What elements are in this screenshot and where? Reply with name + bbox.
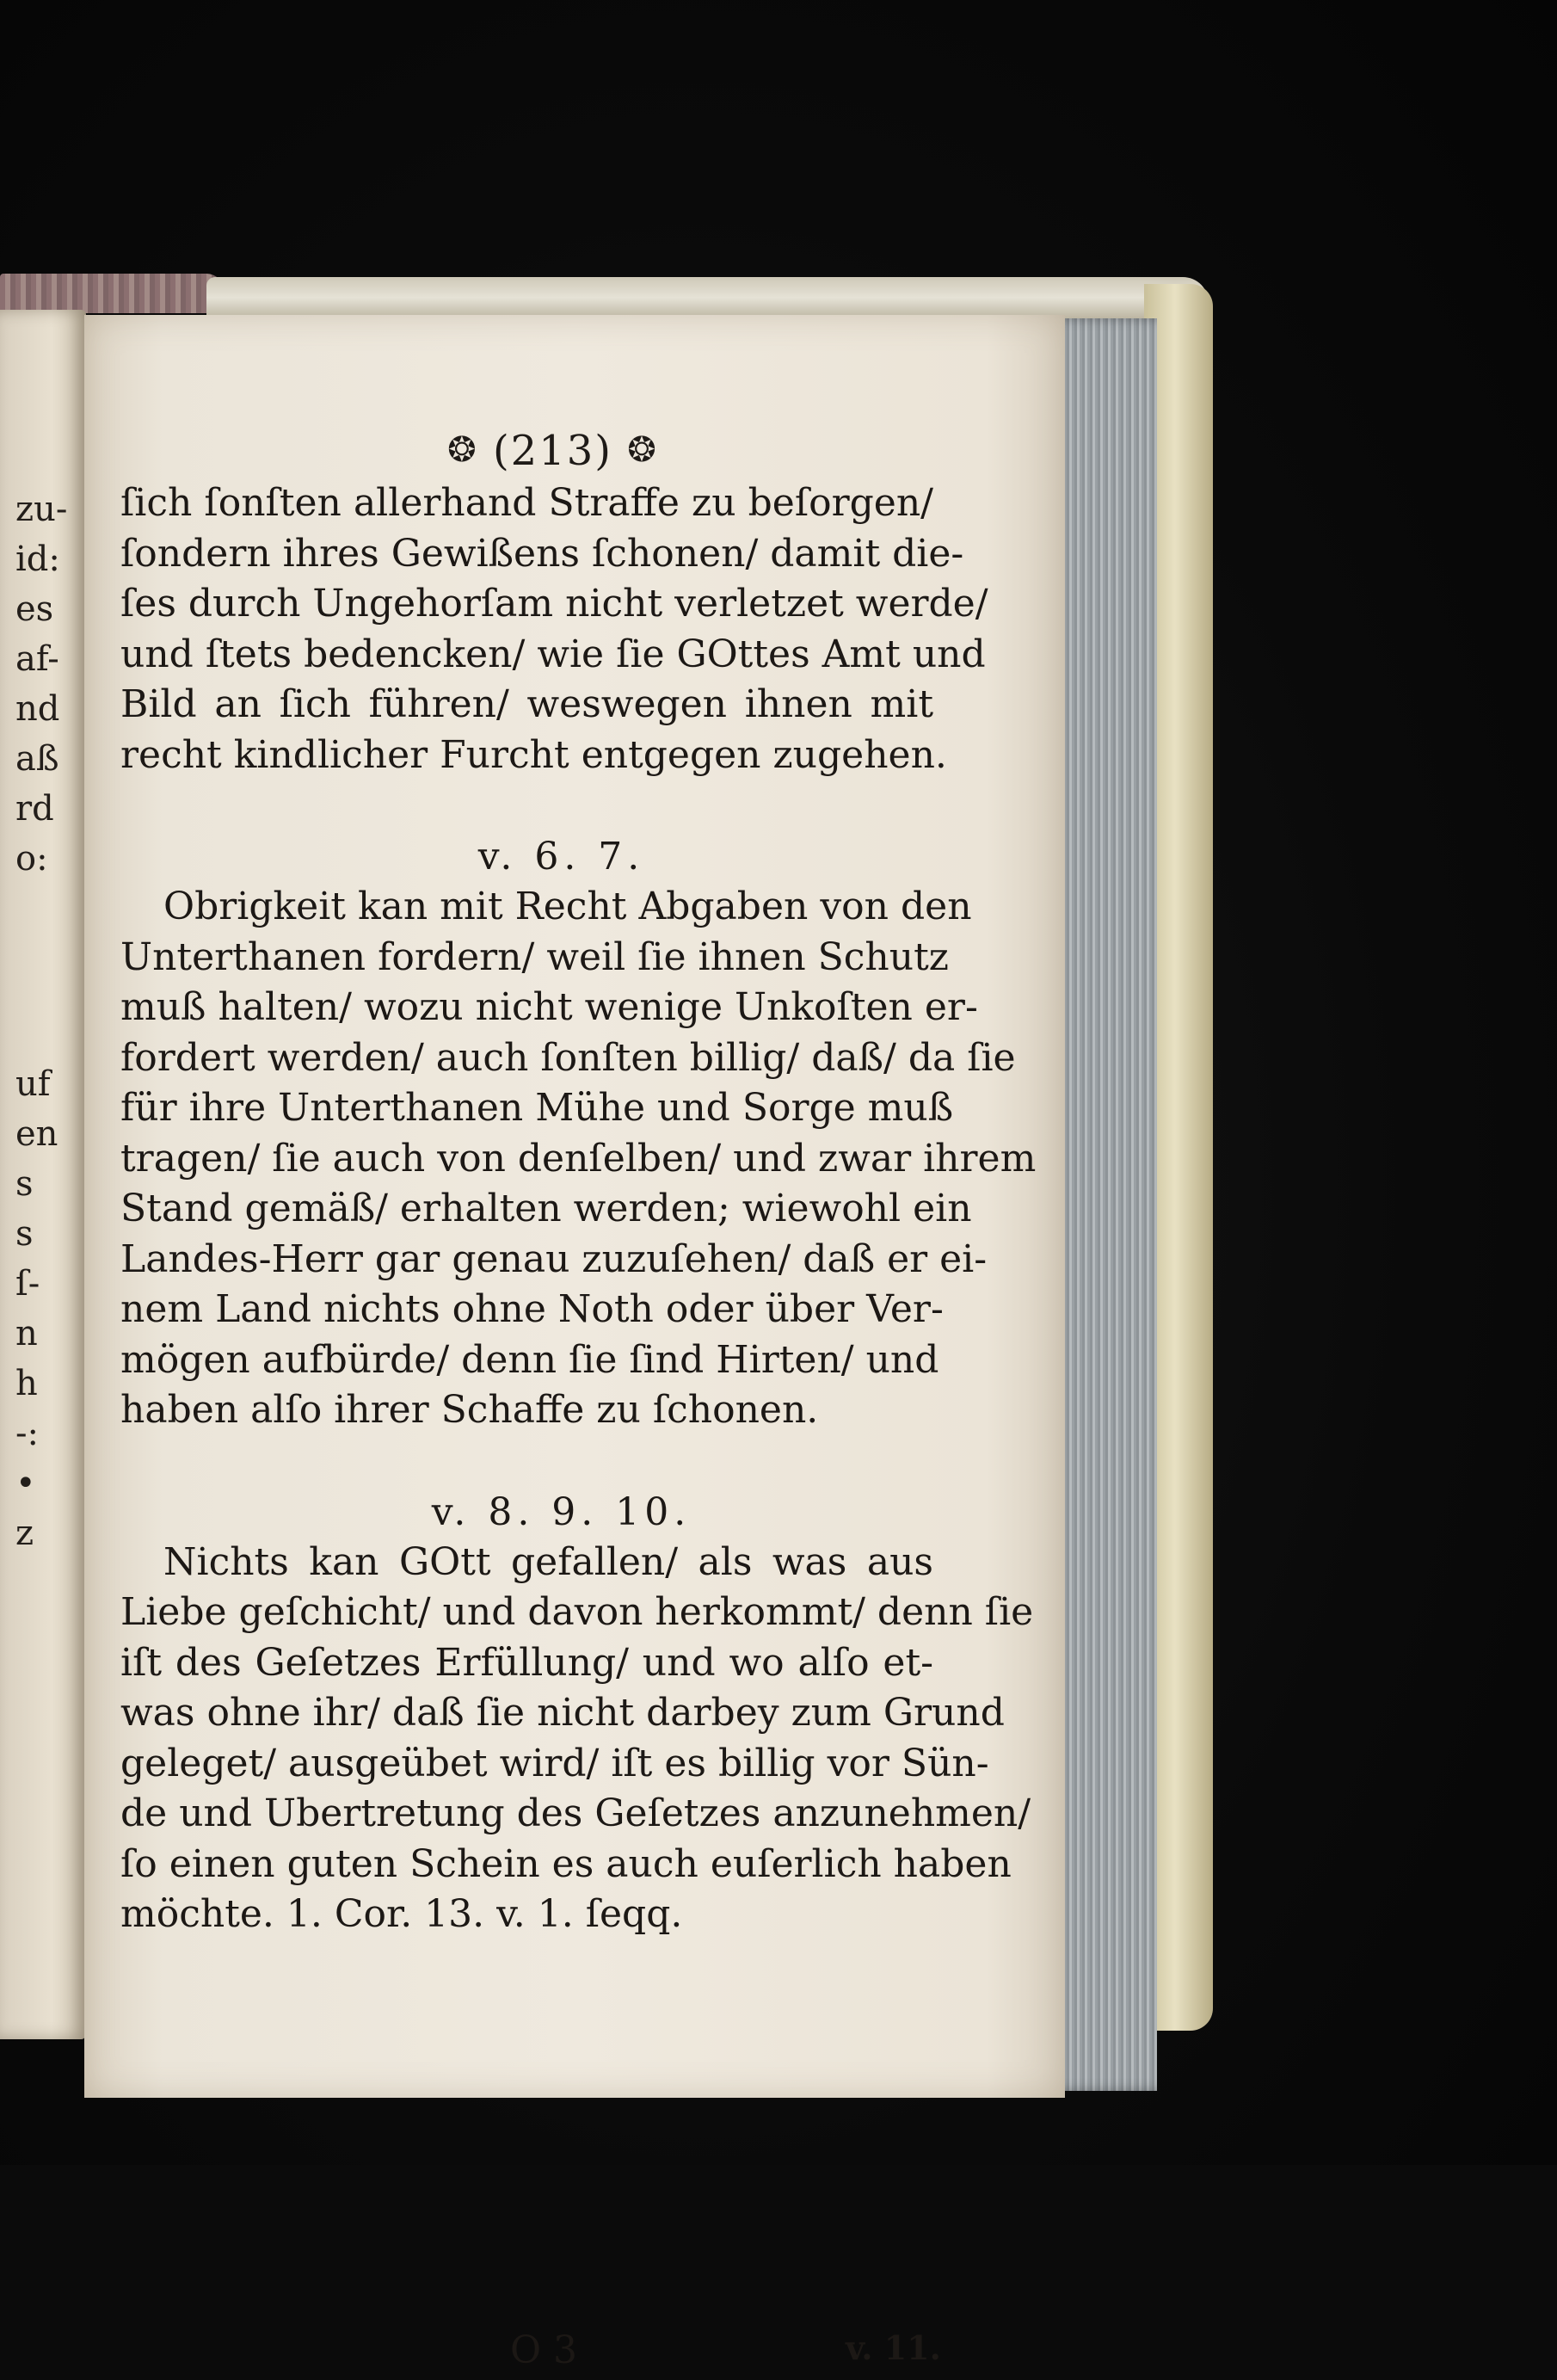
text-line: was ohne ihr/ daß ſie nicht darbey zum Grund (120, 1691, 1005, 1735)
previous-page-edge (0, 310, 86, 2039)
margin-fragment: s (15, 1164, 34, 1204)
text-line: iſt des Geſetzes Erfüllung/ und wo alſo et- (120, 1640, 933, 1685)
margin-fragment: z (15, 1514, 34, 1553)
text-line: ſes durch Ungehorſam nicht verletzet werde/ (120, 582, 988, 626)
catchword: v. 11. (846, 2328, 941, 2367)
text-line: ſo einen guten Schein es auch euſerlich haben (120, 1841, 1012, 1886)
margin-fragment: zu- (15, 490, 68, 529)
paragraph (120, 882, 1037, 1436)
text-line: Landes-Herr gar genau zuzuſehen/ daß er ei- (120, 1236, 988, 1281)
text-line: nem Land nichts ohne Noth oder über Ver- (120, 1287, 944, 1331)
text-line: tragen/ ſie auch von denſelben/ und zwar ihrem (120, 1136, 1037, 1181)
text-line: Liebe geſchicht/ und davon herkommt/ denn ſie (120, 1590, 1034, 1634)
margin-fragment: rd (15, 789, 54, 829)
ornament-icon: ❂ (627, 430, 658, 470)
text-line: und ſtets bedencken/ wie ſie GOttes Amt und (120, 632, 986, 676)
verse-heading: v. 6. 7. (477, 835, 645, 879)
signature-mark: O 3 (510, 2328, 578, 2372)
text-line: de und Ubertretung des Geſetzes anzunehmen/ (120, 1791, 1031, 1835)
text-line: haben alſo ihrer Schaffe zu ſchonen. (120, 1388, 819, 1432)
text-line: fordert werden/ auch ſonſten billig/ daß/ da ſie (120, 1035, 1016, 1080)
text-line: Stand gemäß/ erhalten werden; wiewohl ein (120, 1187, 972, 1230)
margin-fragment: h (15, 1364, 38, 1403)
margin-fragment: s (15, 1214, 34, 1254)
text-line: muß halten/ wozu nicht wenige Unkoſten er- (120, 985, 978, 1029)
text-line: Unterthanen fordern/ weil ſie ihnen Schutz (120, 934, 949, 979)
text-line: ſich ſonſten allerhand Straffe zu beſorgen/ (120, 481, 933, 525)
page-number: (213) (492, 427, 613, 475)
margin-fragment: nd (15, 689, 60, 729)
book-page (84, 315, 1065, 2372)
margin-fragment: -: (15, 1414, 39, 1453)
text-line: Obrigkeit kan mit Recht Abgaben von den (163, 885, 972, 928)
margin-fragment: uf (15, 1064, 51, 1104)
text-line: ſondern ihres Gewißens ſchonen/ damit die- (120, 531, 964, 576)
margin-fragment: n (15, 1314, 38, 1353)
text-line: mögen aufbürde/ denn ſie ſind Hirten/ und (120, 1337, 939, 1382)
ornament-icon: ❂ (447, 430, 478, 470)
paragraph (120, 1538, 1034, 1940)
text-line: recht kindlicher Furcht entgegen zugehen. (120, 732, 947, 777)
margin-fragment: en (15, 1114, 58, 1154)
page-footer (84, 2328, 1065, 2380)
text-line: Nichts kan GOtt gefallen/ als was aus (163, 1539, 933, 1584)
margin-fragment: aß (15, 739, 59, 779)
margin-fragment: o: (15, 839, 48, 879)
margin-fragment: ſ- (15, 1264, 40, 1304)
page-text-block (120, 427, 1037, 1940)
book-top-edge (206, 277, 1209, 318)
running-header (172, 427, 933, 478)
margin-fragment: id: (15, 540, 60, 579)
left-cover-edge (0, 274, 224, 313)
verse-heading: v. 8. 9. 10. (431, 1489, 692, 1534)
margin-fragment: es (15, 589, 54, 629)
margin-fragment: af- (15, 639, 59, 679)
margin-fragment: • (15, 1464, 36, 1503)
text-line: geleget/ ausgeübet wird/ iſt es billig vor Sün- (120, 1741, 989, 1785)
text-line: Bild an ſich führen/ weswegen ihnen mit (120, 682, 933, 726)
text-line: für ihre Unterthanen Mühe und Sorge muß (120, 1086, 954, 1130)
paragraph (120, 478, 988, 780)
text-line: möchte. 1. Cor. 13. v. 1. ſeqq. (120, 1892, 683, 1936)
